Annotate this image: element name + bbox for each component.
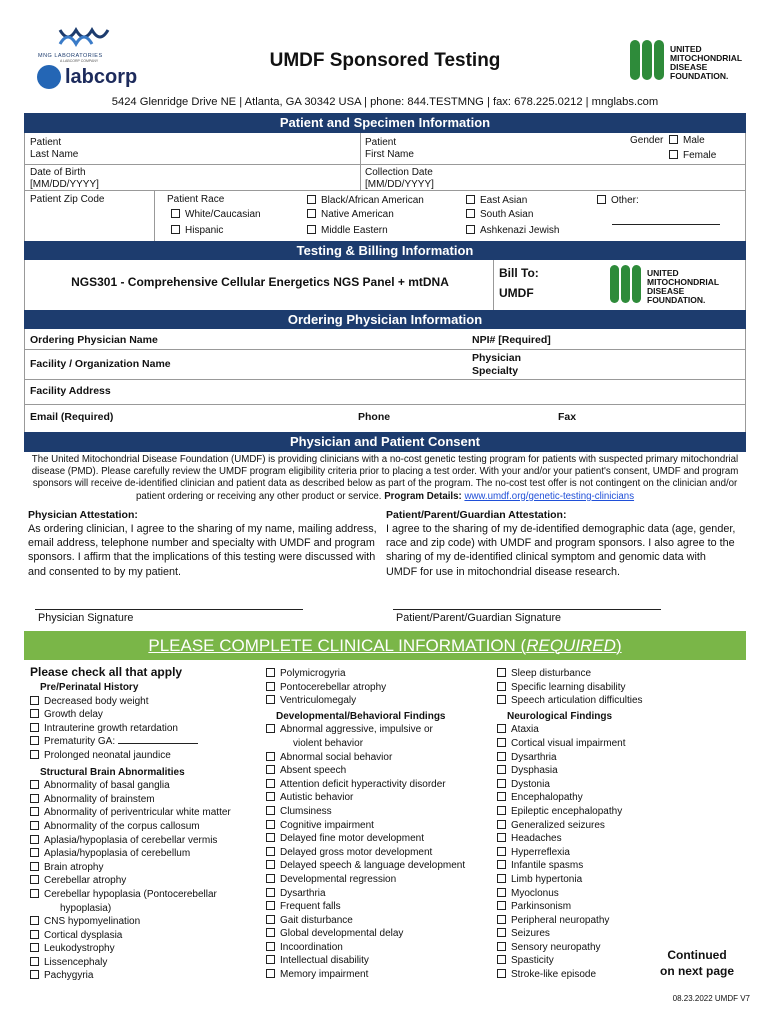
checkbox-item-abnormal-aggressive-impulsive-or[interactable] [266, 723, 494, 737]
umdf-logo-top [630, 40, 742, 85]
checkbox[interactable] [266, 682, 275, 691]
checkbox[interactable] [266, 874, 275, 883]
checkbox-item-gait-disturbance[interactable] [266, 914, 494, 928]
checkbox-label: CNS hypomyelination [44, 916, 141, 928]
clinical-section-header: PLEASE COMPLETE CLINICAL INFORMATION (REQUIRED) [24, 631, 746, 660]
checkbox[interactable] [266, 752, 275, 761]
checkbox-label: Encephalopathy [511, 792, 583, 804]
checkbox-label: Brain atrophy [44, 861, 104, 873]
checkbox[interactable] [266, 779, 275, 788]
checkbox-item-aplasia-hypoplasia-of-cerebellum[interactable] [30, 847, 265, 861]
gender-label: Gender [630, 135, 664, 146]
checkbox[interactable] [497, 942, 506, 951]
checkbox-label: Peripheral neuropathy [511, 914, 610, 926]
checkbox-label: Cerebellar hypoplasia (Pontocerebellar [44, 888, 217, 900]
checkbox[interactable] [30, 835, 39, 844]
checkbox[interactable] [30, 970, 39, 979]
checkbox[interactable] [497, 668, 506, 677]
female-checkbox[interactable] [669, 150, 678, 159]
collection-date-label: Collection Date [MM/DD/YYYY] [365, 167, 434, 190]
checkbox[interactable] [266, 806, 275, 815]
checkbox-item-seizures[interactable] [497, 927, 667, 941]
checkbox[interactable] [30, 736, 39, 745]
checkbox-item-headaches[interactable] [497, 832, 667, 846]
checkbox[interactable] [30, 807, 39, 816]
checkbox[interactable] [497, 765, 506, 774]
checkbox[interactable] [30, 780, 39, 789]
race-white[interactable]: White/Caucasian [171, 209, 261, 221]
checkbox-item-lissencephaly[interactable] [30, 956, 265, 970]
checkbox[interactable] [266, 915, 275, 924]
checkbox-label: Ventriculomegaly [280, 695, 357, 707]
checkbox-item-leukodystrophy[interactable] [30, 942, 265, 956]
checkbox[interactable] [497, 888, 506, 897]
checkbox-item-ventriculomegaly[interactable] [266, 694, 494, 708]
patient-attestation-text: I agree to the sharing of my de-identified demographic data (age, gender, race and zip code) with UMDF and program sponsors. I also agree to the sharing of my de-identified clinical symptom and genomic data with UMDF for use in mitochondrial disease research. [386, 523, 736, 578]
specialty-label: Physician Specialty [472, 352, 522, 377]
checkbox-item-sensory-neuropathy[interactable] [497, 941, 667, 955]
checkbox-label: Spasticity [511, 955, 554, 967]
checkbox-item-absent-speech[interactable] [266, 764, 494, 778]
gender-male-option[interactable]: Male [669, 135, 705, 147]
checkbox-label: Delayed gross motor development [280, 846, 433, 858]
patient-signature-line[interactable] [393, 609, 661, 610]
checkbox-label: Seizures [511, 928, 550, 940]
zip-code-label: Patient Zip Code [30, 194, 105, 205]
checkbox[interactable] [30, 696, 39, 705]
checkbox-label: Speech articulation difficulties [511, 695, 643, 707]
pre-perinatal-title: Pre/Perinatal History [40, 682, 139, 693]
checkbox-item-autistic-behavior[interactable] [266, 791, 494, 805]
check-all-label: Please check all that apply [30, 665, 183, 679]
checkbox[interactable] [266, 724, 275, 733]
checkbox-item-dystonia[interactable] [497, 778, 667, 792]
race-east-asian[interactable]: East Asian [466, 195, 527, 207]
structural-brain-title: Structural Brain Abnormalities [40, 766, 185, 778]
checkbox-label-continued: hypoplasia) [60, 902, 112, 914]
neurological-title: Neurological Findings [507, 710, 613, 722]
checkbox-label: Dysarthria [511, 751, 557, 763]
checkbox-item-dysarthria[interactable] [266, 887, 494, 901]
checkbox[interactable] [30, 821, 39, 830]
checkbox-label: Gait disturbance [280, 914, 353, 926]
checkbox-label: Clumsiness [280, 805, 332, 817]
checkbox[interactable] [497, 738, 506, 747]
patient-attestation-title: Patient/Parent/Guardian Attestation: [386, 509, 567, 521]
checkbox-item-parkinsonism[interactable] [497, 900, 667, 914]
checkbox-item-dysarthria[interactable] [497, 751, 667, 765]
checkbox[interactable] [30, 889, 39, 898]
checkbox-item-abnormality-of-basal-ganglia[interactable] [30, 779, 265, 793]
clinical-column-1 [30, 664, 265, 983]
checkbox[interactable] [497, 695, 506, 704]
checkbox-item-spasticity[interactable] [497, 954, 667, 968]
checkbox-item-peripheral-neuropathy[interactable] [497, 914, 667, 928]
checkbox[interactable] [497, 928, 506, 937]
checkbox[interactable] [30, 723, 39, 732]
checkbox-item-abnormality-of-brainstem[interactable] [30, 793, 265, 807]
race-black[interactable]: Black/African American [307, 195, 424, 207]
checkbox[interactable] [497, 969, 506, 978]
checkbox[interactable] [266, 765, 275, 774]
checkbox-item-prolonged-neonatal-jaundice[interactable] [30, 749, 265, 763]
patient-signature-label: Patient/Parent/Guardian Signature [396, 612, 562, 624]
checkbox-item-cerebellar-hypoplasia-pontocerebellar[interactable] [30, 888, 265, 902]
labcorp-globe-icon [37, 65, 61, 89]
checkbox-label: Global developmental delay [280, 928, 404, 940]
prematurity-ga-line[interactable] [118, 735, 198, 744]
checkbox-label: Sensory neuropathy [511, 941, 601, 953]
checkbox-item-speech-articulation-difficulties[interactable] [497, 694, 667, 708]
checkbox-label: Abnormality of basal ganglia [44, 780, 170, 792]
checkbox-label: Parkinsonism [511, 901, 572, 913]
checkbox-label: Lissencephaly [44, 956, 108, 968]
checkbox-item-cortical-dysplasia[interactable] [30, 929, 265, 943]
race-black-checkbox[interactable] [307, 195, 316, 204]
physician-signature-line[interactable] [35, 609, 303, 610]
checkbox[interactable] [266, 820, 275, 829]
checkbox-item-aplasia-hypoplasia-of-cerebellar-vermis[interactable] [30, 834, 265, 848]
checkbox-label: Delayed speech & language development [280, 860, 466, 872]
race-ashkenazi-checkbox[interactable] [466, 225, 475, 234]
checkbox-item-infantile-spasms[interactable] [497, 859, 667, 873]
checkbox-label: Incoordination [280, 941, 343, 953]
phone-label: Phone [358, 411, 391, 423]
checkbox-item-clumsiness[interactable] [266, 805, 494, 819]
checkbox[interactable] [30, 957, 39, 966]
checkbox-label-continued: violent behavior [293, 737, 364, 749]
checkbox-item-growth-delay[interactable] [30, 708, 265, 722]
mng-dna-icon [38, 26, 118, 48]
labcorp-logo-text: labcorp [65, 65, 138, 88]
checkbox[interactable] [497, 955, 506, 964]
checkbox[interactable] [266, 792, 275, 801]
checkbox[interactable] [497, 915, 506, 924]
checkbox[interactable] [497, 779, 506, 788]
checkbox-item-sleep-disturbance[interactable] [497, 667, 667, 681]
labcorp-logo [37, 64, 137, 90]
checkbox-label: Dystonia [511, 778, 550, 790]
checkbox-label: Abnormal social behavior [280, 751, 393, 763]
checkbox-label: Cortical visual impairment [511, 737, 626, 749]
race-other[interactable]: Other: [597, 195, 639, 207]
facility-label: Facility / Organization Name [30, 358, 171, 370]
checkbox[interactable] [266, 695, 275, 704]
test-name: NGS301 - Comprehensive Cellular Energetics NGS Panel + mtDNA [71, 275, 449, 289]
umdf-logo-text: UNITED MITOCHONDRIAL DISEASE FOUNDATION. [670, 43, 743, 81]
fax-label: Fax [558, 411, 577, 423]
checkbox-item-myoclonus[interactable] [497, 887, 667, 901]
checkbox[interactable] [497, 724, 506, 733]
checkbox-item-attention-deficit-hyperactivity-disorder[interactable] [266, 778, 494, 792]
umdf-logo-text-billing: UNITED MITOCHONDRIAL DISEASE FOUNDATION. [647, 267, 720, 305]
checkbox-item-abnormality-of-the-corpus-callosum[interactable] [30, 820, 265, 834]
checkbox-item-cognitive-impairment[interactable] [266, 819, 494, 833]
checkbox-label: Autistic behavior [280, 792, 354, 804]
gender-female-option[interactable]: Female [669, 150, 716, 162]
checkbox-item-cns-hypomyelination[interactable] [30, 915, 265, 929]
checkbox-label: Abnormality of periventricular white matter [44, 807, 231, 819]
race-east-asian-checkbox[interactable] [466, 195, 475, 204]
checkbox-item-ataxia[interactable] [497, 723, 667, 737]
bill-to-value: UMDF [499, 286, 534, 300]
checkbox[interactable] [497, 901, 506, 910]
checkbox-item-epileptic-encephalopathy[interactable] [497, 805, 667, 819]
checkbox-item-prematurity-ga[interactable] [30, 735, 265, 749]
checkbox-label: Growth delay [44, 709, 103, 721]
checkbox-label: Sleep disturbance [511, 668, 592, 679]
checkbox-label: Cognitive impairment [280, 819, 374, 831]
clinical-column-3 [497, 667, 667, 982]
checkbox[interactable] [266, 901, 275, 910]
checkbox[interactable] [266, 847, 275, 856]
checkbox-item-polymicrogyria[interactable] [266, 667, 494, 681]
patient-last-name-label: Patient Last Name [30, 137, 79, 160]
checkbox[interactable] [497, 860, 506, 869]
checkbox[interactable] [30, 750, 39, 759]
checkbox-item-incoordination[interactable] [266, 941, 494, 955]
checkbox-label: Dysarthria [280, 887, 326, 899]
consent-intro: The United Mitochondrial Disease Foundation (UMDF) is providing clinicians with a no-cost genetic testing program for patients with suspected primary mitochondrial disease (PMD). Please carefully review the UMDF program eligibility criteria prior to placing a test order. With your and/or your patient's consent, UMDF and program sponsors will receive de-identified clinician and patient data as described below as part of the program. The no-cost test offer is not contingent on the clinician and/or patient ordering or receiving any other product or service. Program Details: www.umdf.org/genetic-testing-clinicians [31, 454, 739, 502]
dob-label: Date of Birth [MM/DD/YYYY] [30, 167, 99, 190]
checkbox-item-encephalopathy[interactable] [497, 791, 667, 805]
checkbox-label: Abnormal aggressive, impulsive or [280, 724, 433, 736]
physician-section-header: Ordering Physician Information [24, 310, 746, 329]
checkbox-item-generalized-seizures[interactable] [497, 819, 667, 833]
checkbox[interactable] [266, 942, 275, 951]
checkbox-item-pontocerebellar-atrophy[interactable] [266, 681, 494, 695]
checkbox-label: Myoclonus [511, 887, 559, 899]
checkbox-label: Aplasia/hypoplasia of cerebellar vermis [44, 834, 218, 846]
male-checkbox[interactable] [669, 135, 678, 144]
physician-attestation-title: Physician Attestation: [28, 509, 138, 521]
checkbox-item-delayed-gross-motor-development[interactable] [266, 846, 494, 860]
checkbox[interactable] [30, 848, 39, 857]
checkbox-label: Ataxia [511, 724, 539, 736]
continued-note: Continued on next page [659, 948, 734, 978]
race-other-checkbox[interactable] [597, 195, 606, 204]
email-label: Email (Required) [30, 411, 114, 423]
checkbox-item-cortical-visual-impairment[interactable] [497, 737, 667, 751]
facility-address-label: Facility Address [30, 385, 111, 397]
checkbox-item-developmental-regression[interactable] [266, 873, 494, 887]
checkbox-item-hyperreflexia[interactable] [497, 846, 667, 860]
page-title: UMDF Sponsored Testing [269, 50, 501, 71]
race-native[interactable]: Native American [307, 209, 394, 221]
umdf-logo-billing [610, 265, 719, 308]
checkbox[interactable] [497, 847, 506, 856]
checkbox[interactable] [266, 860, 275, 869]
physician-signature-label: Physician Signature [38, 612, 134, 624]
race-hispanic-checkbox[interactable] [171, 225, 180, 234]
checkbox[interactable] [266, 833, 275, 842]
race-label: Patient Race [167, 194, 225, 205]
checkbox-item-delayed-fine-motor-development[interactable] [266, 832, 494, 846]
checkbox-item-dysphasia[interactable] [497, 764, 667, 778]
checkbox-label: Intellectual disability [280, 955, 369, 967]
checkbox-label: Aplasia/hypoplasia of cerebellum [44, 848, 191, 860]
mng-logo-sub: A LABCORP COMPANY [60, 59, 99, 63]
checkbox[interactable] [30, 862, 39, 871]
mng-logo [38, 26, 118, 63]
checkbox[interactable] [497, 820, 506, 829]
checkbox-label: Prematurity GA: [44, 736, 116, 748]
program-details-link[interactable]: www.umdf.org/genetic-testing-clinicians [464, 490, 635, 502]
checkbox-item-memory-impairment[interactable] [266, 968, 494, 982]
checkbox-item-decreased-body-weight[interactable] [30, 695, 265, 709]
checkbox-label: Absent speech [280, 765, 347, 777]
consent-section-header: Physician and Patient Consent [24, 432, 746, 452]
checkbox-label: Limb hypertonia [511, 873, 583, 885]
checkbox[interactable] [30, 943, 39, 952]
checkbox-label: Decreased body weight [44, 695, 149, 707]
checkbox-item-delayed-speech-language-development[interactable] [266, 859, 494, 873]
physician-attestation-text: As ordering clinician, I agree to the sharing of my name, mailing address, email address, telephone number and specialty with UMDF and program sponsors. I affirm that the implications of this testing were discussed with and consented to by my patient. [28, 523, 377, 578]
checkbox-label: Headaches [511, 833, 562, 845]
checkbox-label: Delayed fine motor development [280, 833, 424, 845]
checkbox-item-frequent-falls[interactable] [266, 900, 494, 914]
checkbox-item-intellectual-disability[interactable] [266, 954, 494, 968]
race-south-asian[interactable]: South Asian [466, 209, 533, 221]
checkbox[interactable] [266, 969, 275, 978]
checkbox[interactable] [30, 794, 39, 803]
checkbox-label: Frequent falls [280, 901, 341, 913]
checkbox-label: Developmental regression [280, 873, 397, 885]
patient-first-name-label: Patient First Name [365, 137, 414, 160]
checkbox[interactable] [266, 668, 275, 677]
checkbox-label: Abnormality of brainstem [44, 793, 155, 805]
checkbox[interactable] [30, 709, 39, 718]
checkbox-label: Specific learning disability [511, 681, 626, 693]
checkbox-label: Hyperreflexia [511, 846, 570, 858]
checkbox-label: Generalized seizures [511, 819, 605, 831]
checkbox-item-specific-learning-disability[interactable] [497, 681, 667, 695]
race-native-checkbox[interactable] [307, 209, 316, 218]
bill-to-label: Bill To: [499, 266, 539, 280]
checkbox[interactable] [30, 916, 39, 925]
umdf-bars-icon-billing [610, 265, 643, 308]
developmental-title: Developmental/Behavioral Findings [276, 710, 446, 722]
clinical-column-2 [266, 667, 494, 982]
race-middle-eastern-checkbox[interactable] [307, 225, 316, 234]
checkbox[interactable] [266, 928, 275, 937]
checkbox[interactable] [30, 930, 39, 939]
npi-label: NPI# [Required] [472, 334, 551, 346]
checkbox-label: Attention deficit hyperactivity disorder [280, 778, 446, 790]
checkbox-label: Memory impairment [280, 969, 369, 981]
checkbox-item-stroke-like-episode[interactable] [497, 968, 667, 982]
checkbox-item-cerebellar-atrophy[interactable] [30, 874, 265, 888]
checkbox[interactable] [497, 806, 506, 815]
checkbox-label: Epileptic encephalopathy [511, 805, 623, 817]
checkbox[interactable] [497, 874, 506, 883]
race-middle-eastern[interactable]: Middle Eastern [307, 225, 388, 237]
address-line: 5424 Glenridge Drive NE | Atlanta, GA 30342 USA | phone: 844.TESTMNG | fax: 678.225.0212 | mnglabs.com [111, 96, 659, 108]
ordering-physician-label: Ordering Physician Name [30, 334, 158, 346]
checkbox[interactable] [497, 792, 506, 801]
checkbox[interactable] [266, 955, 275, 964]
checkbox[interactable] [497, 833, 506, 842]
checkbox[interactable] [497, 682, 506, 691]
checkbox-item-limb-hypertonia[interactable] [497, 873, 667, 887]
checkbox-label: Dysphasia [511, 765, 558, 777]
race-other-line[interactable] [612, 224, 720, 225]
checkbox-label: Cortical dysplasia [44, 929, 123, 941]
checkbox[interactable] [497, 752, 506, 761]
checkbox-label: Intrauterine growth retardation [44, 722, 178, 734]
race-hispanic[interactable]: Hispanic [171, 225, 223, 237]
checkbox[interactable] [30, 875, 39, 884]
checkbox-item-intrauterine-growth-retardation[interactable] [30, 722, 265, 736]
checkbox-label: Pontocerebellar atrophy [280, 681, 387, 693]
race-ashkenazi[interactable]: Ashkenazi Jewish [466, 225, 559, 237]
footer-version: 08.23.2022 UMDF V7 [672, 994, 750, 1003]
checkbox-item-abnormal-social-behavior[interactable] [266, 751, 494, 765]
checkbox-label: Polymicrogyria [280, 668, 346, 679]
mng-logo-text: MNG LABORATORIES [38, 53, 103, 59]
testing-section-header: Testing & Billing Information [24, 241, 746, 260]
race-white-checkbox[interactable] [171, 209, 180, 218]
checkbox-item-pachygyria[interactable] [30, 969, 265, 983]
checkbox-item-brain-atrophy[interactable] [30, 861, 265, 875]
checkbox-item-abnormality-of-periventricular-white-matter[interactable] [30, 806, 265, 820]
race-south-asian-checkbox[interactable] [466, 209, 475, 218]
checkbox-label: Leukodystrophy [44, 943, 115, 955]
checkbox-label: Prolonged neonatal jaundice [44, 749, 171, 761]
checkbox-label: Infantile spasms [511, 860, 584, 872]
checkbox[interactable] [266, 888, 275, 897]
checkbox-label: Stroke-like episode [511, 969, 597, 981]
checkbox-item-global-developmental-delay[interactable] [266, 927, 494, 941]
checkbox-label: Pachygyria [44, 970, 94, 982]
checkbox-label: Abnormality of the corpus callosum [44, 820, 200, 832]
checkbox-label: Cerebellar atrophy [44, 875, 127, 887]
patient-section-header: Patient and Specimen Information [24, 113, 746, 133]
umdf-bars-icon [630, 40, 666, 85]
